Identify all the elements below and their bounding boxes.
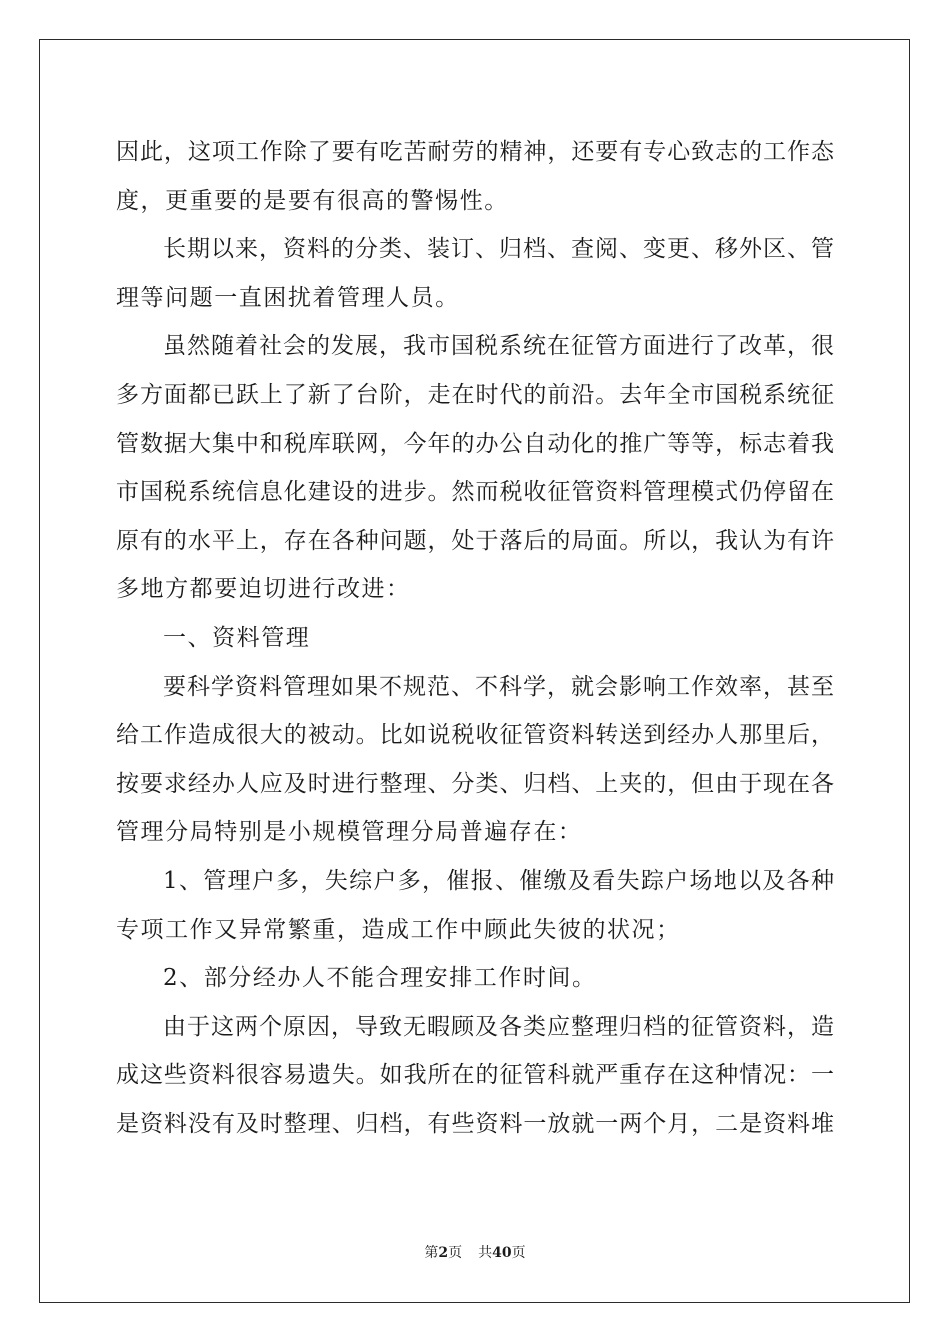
text-line: 虽然随着社会的发展，我市国税系统在征管方面进行了改革，很 <box>163 333 834 360</box>
page-number: 2 <box>438 1245 449 1261</box>
text-line: 由于这两个原因，导致无暇顾及各类应整理归档的征管资料，造 <box>163 1013 834 1040</box>
text-line: 多方面都已跃上了新了台阶，走在时代的前沿。去年全市国税系统征 <box>116 381 834 408</box>
page-unit: 页 <box>448 1245 463 1261</box>
text-line: 市国税系统信息化建设的进步。然而税收征管资料管理模式仍停留在 <box>116 479 834 506</box>
text-line: 原有的水平上，存在各种问题，处于落后的局面。所以，我认为有许 <box>116 527 834 554</box>
text-line: 因此，这项工作除了要有吃苦耐劳的精神，还要有专心致志的工作态 <box>116 139 834 165</box>
text-line: 按要求经办人应及时进行整理、分类、归档、上夹的，但由于现在各 <box>116 770 834 797</box>
text-line: 度，更重要的是要有很高的警惕性。 <box>116 187 509 214</box>
total-pages: 40 <box>492 1245 512 1261</box>
section-heading: 一、资料管理 <box>163 624 311 651</box>
total-unit: 页 <box>511 1245 526 1261</box>
page-footer <box>0 1242 950 1262</box>
text-line: 专项工作又异常繁重，造成工作中顾此失彼的状况； <box>116 916 681 943</box>
page-prefix: 第 <box>424 1245 439 1261</box>
text-line: 管理分局特别是小规模管理分局普遍存在： <box>116 819 583 846</box>
text-line: 要科学资料管理如果不规范、不科学，就会影响工作效率，甚至 <box>163 673 834 700</box>
text-line: 成这些资料很容易遗失。如我所在的征管科就严重存在这种情况：一 <box>116 1062 834 1089</box>
text-line: 2、部分经办人不能合理安排工作时间。 <box>163 965 597 992</box>
text-line: 长期以来，资料的分类、装订、归档、查阅、变更、移外区、管 <box>163 236 834 263</box>
text-line: 1、管理户多，失综户多，催报、催缴及看失踪户场地以及各种 <box>163 867 834 894</box>
total-prefix: 共 <box>478 1245 493 1261</box>
document-body <box>116 128 834 1148</box>
text-line: 管数据大集中和税库联网，今年的办公自动化的推广等等，标志着我 <box>116 430 834 457</box>
text-line: 给工作造成很大的被动。比如说税收征管资料转送到经办人那里后， <box>116 722 834 749</box>
text-line: 理等问题一直困扰着管理人员。 <box>116 284 460 311</box>
text-line: 是资料没有及时整理、归档，有些资料一放就一两个月，二是资料堆 <box>116 1110 834 1137</box>
text-line: 多地方都要迫切进行改进： <box>116 576 411 603</box>
